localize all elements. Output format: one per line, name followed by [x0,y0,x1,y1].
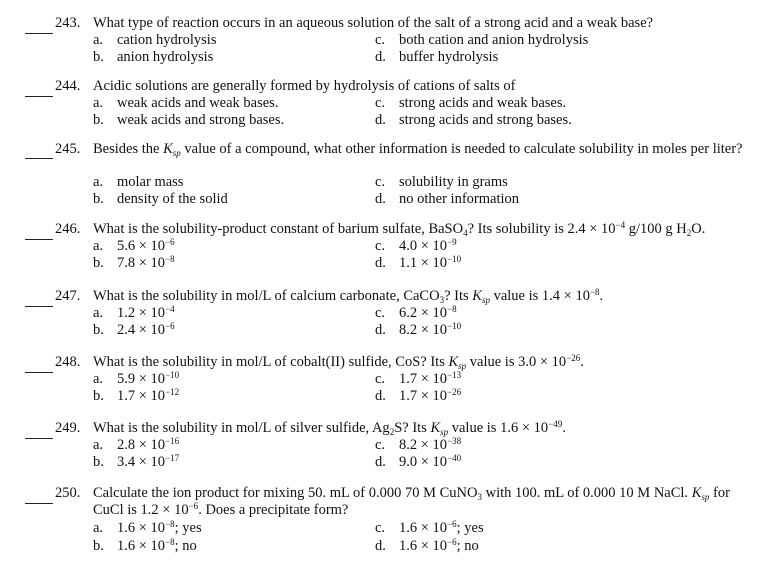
question-stem: What type of reaction occurs in an aqueous solution of the salt of a strong acid and a weak base? [93,15,654,31]
option-b[interactable]: b. $1.7 \times 10^{-12}$ [93,387,180,404]
option-a[interactable]: a. $2.8 \times 10^{-16}$ [93,436,180,453]
question-stem: What is the solubility in mol/L of calcium carbonate, CaCO$_3$? Its $K_{sp}$ value is $1.4 \times 10^{-8}$. [93,287,604,305]
question-number: 247. [55,288,81,304]
answer-blank[interactable] [25,145,53,159]
option-a[interactable]: a. $1.2 \times 10^{-4}$ [93,304,175,321]
option-a[interactable]: a. weak acids and weak bases. [93,95,279,111]
option-d[interactable]: d. strong acids and strong bases. [375,112,572,128]
option-a[interactable]: a. cation hydrolysis [93,32,217,48]
option-d[interactable]: d. buffer hydrolysis [375,49,499,65]
option-c[interactable]: c. $4.0 \times 10^{-9}$ [375,237,457,254]
answer-blank[interactable] [25,293,53,307]
option-a[interactable]: a. $5.9 \times 10^{-10}$ [93,370,180,387]
question-number: 243. [55,15,81,31]
option-b[interactable]: b. weak acids and strong bases. [93,112,285,128]
option-c[interactable]: c. both cation and anion hydrolysis [375,32,589,48]
question-stem: What is the solubility-product constant of barium sulfate, BaSO$_4$? Its solubility is $2.4 \times 10^{-4}$ g/100 g $H_2O$. [93,220,706,238]
option-a[interactable]: a. $1.6 \times 10^{-8}$; yes [93,519,202,536]
option-c[interactable]: c. solubility in grams [375,174,508,190]
option-d[interactable]: d. $9.0 \times 10^{-40}$ [375,453,462,470]
option-c[interactable]: c. $6.2 \times 10^{-8}$ [375,304,457,321]
answer-blank[interactable] [25,83,53,97]
question-stem: What is the solubility in mol/L of silver sulfide, $Ag_2S$? Its $K_{sp}$ value is $1.6 \times 10^{-49}$. [93,419,566,437]
answer-blank[interactable] [25,490,53,504]
option-c[interactable]: c. $1.7 \times 10^{-13}$ [375,370,462,387]
option-c[interactable]: c. strong acids and weak bases. [375,95,567,111]
answer-blank[interactable] [25,359,53,373]
question-number: 246. [55,221,81,237]
option-d[interactable]: d. $1.7 \times 10^{-26}$ [375,387,462,404]
answer-blank[interactable] [25,425,53,439]
option-d[interactable]: d. $1.1 \times 10^{-10}$ [375,254,462,271]
question-number: 250. [55,485,81,501]
question-number: 248. [55,354,81,370]
answer-blank[interactable] [25,20,53,34]
answer-blank[interactable] [25,226,53,240]
option-a[interactable]: a. molar mass [93,174,184,190]
question-number: 244. [55,78,81,94]
option-b[interactable]: b. anion hydrolysis [93,49,214,65]
option-b[interactable]: b. $7.8 \times 10^{-8}$ [93,254,175,271]
option-d[interactable]: d. $1.6 \times 10^{-6}$; no [375,537,479,554]
question-number: 249. [55,420,81,436]
option-d[interactable]: d. $8.2 \times 10^{-10}$ [375,321,462,338]
question-stem: Calculate the ion product for mixing 50. mL of 0.000 70 M CuNO$_3$ with 100. mL of 0.000 10 M NaCl. $K_{sp}$ for CuCl is $1.2 \times 10^{-6}$. Does a precipitate form? [93,485,730,518]
option-b[interactable]: b. $2.4 \times 10^{-6}$ [93,321,175,338]
question-stem: Besides the $K_{sp}$ value of a compound, what other information is needed to calculate solubility in moles per liter? [93,141,743,158]
option-b[interactable]: b. $1.6 \times 10^{-8}$; no [93,537,197,554]
question-stem: Acidic solutions are generally formed by hydrolysis of cations of salts of [93,78,516,94]
option-a[interactable]: a. $5.6 \times 10^{-6}$ [93,237,175,254]
option-b[interactable]: b. density of the solid [93,191,228,207]
option-d[interactable]: d. no other information [375,191,520,207]
option-c[interactable]: c. $8.2 \times 10^{-38}$ [375,436,462,453]
question-stem: What is the solubility in mol/L of cobalt(II) sulfide, CoS? Its $K_{sp}$ value is $3.0 \times 10^{-26}$. [93,353,584,371]
option-b[interactable]: b. $3.4 \times 10^{-17}$ [93,453,180,470]
question-number: 245. [55,141,81,157]
option-c[interactable]: c. $1.6 \times 10^{-6}$; yes [375,519,484,536]
